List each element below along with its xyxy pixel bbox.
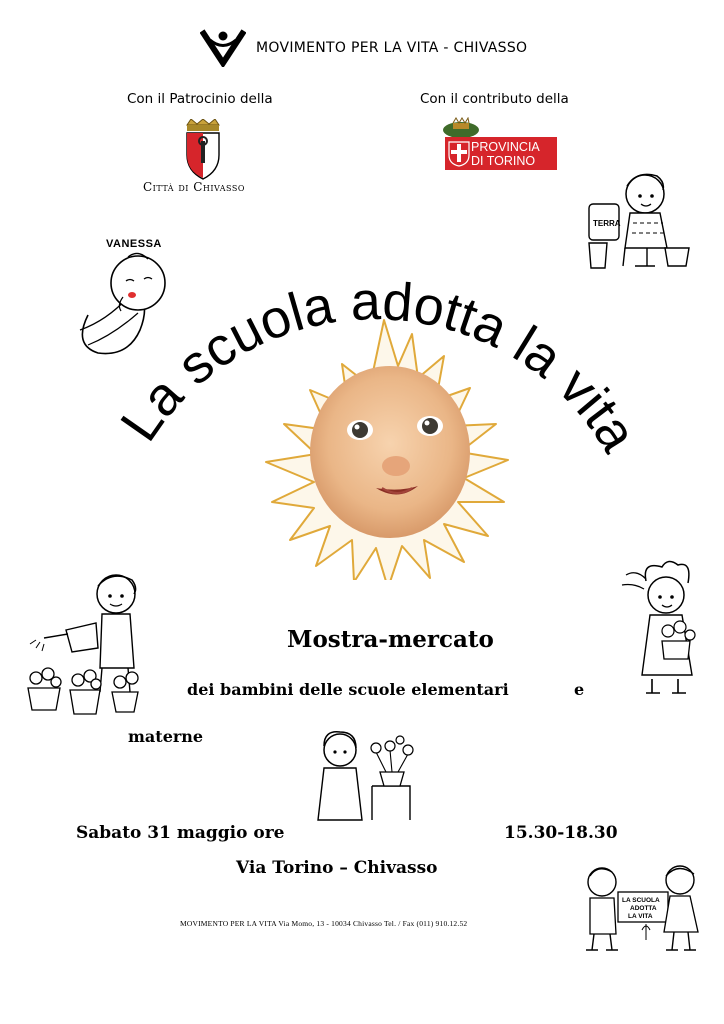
city-crest-icon <box>181 119 225 181</box>
sign-text-line3: LA VITA <box>628 913 653 920</box>
province-crown-icon <box>441 117 481 139</box>
event-date: Sabato 31 maggio ore <box>76 823 285 843</box>
event-location: Via Torino – Chivasso <box>236 858 438 878</box>
girl-with-flowers-illustration <box>612 555 702 705</box>
girl-arranging-flowers-illustration <box>310 728 420 824</box>
sign-text-line2: ADOTTA <box>630 905 657 912</box>
footer-contact: MOVIMENTO PER LA VITA Via Momo, 13 - 10034 Chivasso Tel. / Fax (011) 910.12.52 <box>180 919 468 928</box>
baby-name-label: VANESSA <box>106 238 162 250</box>
contribution-label: Con il contributo della <box>420 91 569 107</box>
city-name: Città di Chivasso <box>143 180 245 194</box>
event-time: 15.30-18.30 <box>504 823 618 843</box>
patronage-label: Con il Patrocinio della <box>127 91 273 107</box>
province-shield-icon <box>448 141 470 167</box>
baby-face <box>310 366 470 538</box>
event-title: Mostra-mercato <box>287 626 494 653</box>
subtitle-line1: dei bambini delle scuole elementari <box>187 680 509 699</box>
subtitle-and: e <box>574 680 585 699</box>
title-sun-graphic <box>60 240 680 580</box>
movement-logo-icon <box>200 27 246 67</box>
boy-watering-illustration <box>26 568 151 716</box>
kids-with-sign-illustration <box>582 862 702 957</box>
header-title: MOVIMENTO PER LA VITA - CHIVASSO <box>256 40 528 56</box>
province-logo <box>445 137 557 170</box>
province-name-line1: PROVINCIA <box>471 140 540 154</box>
subtitle-line2: materne <box>128 727 204 746</box>
pot-label: TERRA <box>593 219 621 228</box>
arc-title: La scuola adotta la vita <box>109 271 649 462</box>
province-name-line2: DI TORINO <box>471 154 536 168</box>
sign-text-line1: LA SCUOLA <box>622 897 660 904</box>
